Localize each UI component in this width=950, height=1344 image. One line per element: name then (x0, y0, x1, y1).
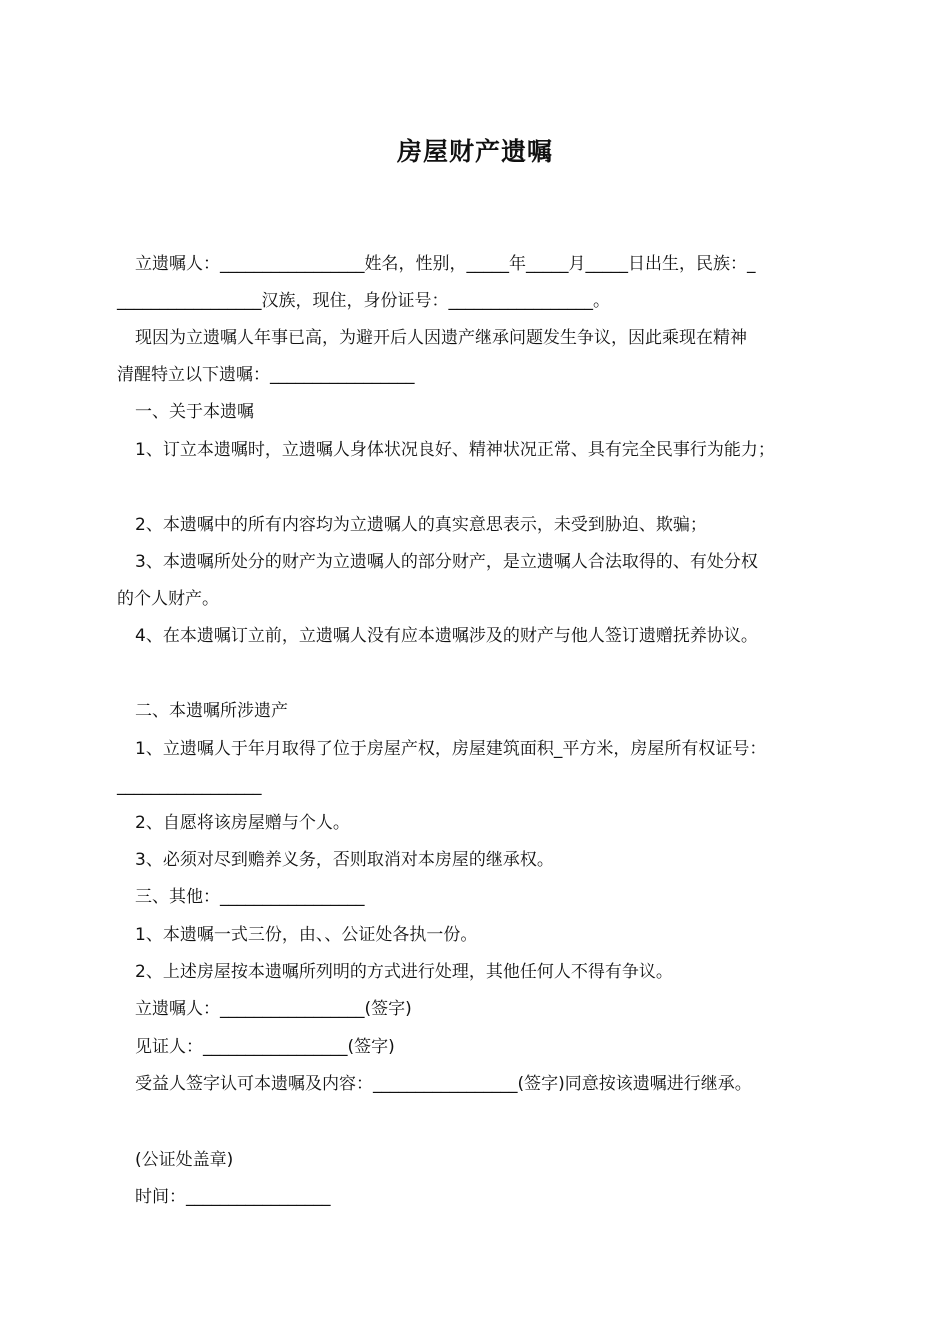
testator-info-line-cont: _________________汉族，现住，身份证号：_________________。 (117, 291, 610, 311)
clause-2-1: 1、立遗嘱人于年月取得了位于房屋产权，房屋建筑面积_平方米，房屋所有权证号： (135, 739, 767, 759)
clause-2-1-cont: _________________ (117, 776, 262, 796)
clause-1-3-cont: 的个人财产。 (117, 589, 219, 609)
testator-info-line: 立遗嘱人：_________________姓名，性别，_____年_____月_____日出生，民族：_ (135, 254, 756, 274)
section-heading-1: 一、关于本遗嘱 (135, 402, 254, 422)
clause-1-4: 4、在本遗嘱订立前，立遗嘱人没有应本遗嘱涉及的财产与他人签订遗赠抚养协议。 (135, 626, 758, 646)
document-title: 房屋财产遗嘱 (396, 137, 553, 166)
clause-1-1: 1、订立本遗嘱时，立遗嘱人身体状况良好、精神状况正常、具有完全民事行为能力； (135, 440, 775, 460)
clause-1-2: 2、本遗嘱中的所有内容均为立遗嘱人的真实意思表示，未受到胁迫、欺骗； (135, 515, 707, 535)
witness-signature-line: 见证人：_________________(签字) (135, 1037, 395, 1057)
preamble-line: 现因为立遗嘱人年事已高，为避开后人因遗产继承问题发生争议，因此乘现在精神 (135, 328, 747, 348)
preamble-line-cont: 清醒特立以下遗嘱：_________________ (117, 365, 415, 385)
beneficiary-signature-line: 受益人签字认可本遗嘱及内容：_________________(签字)同意按该遗嘱进行继承。 (135, 1074, 752, 1094)
clause-1-3: 3、本遗嘱所处分的财产为立遗嘱人的部分财产，是立遗嘱人合法取得的、有处分权 (135, 552, 758, 572)
date-line: 时间：_________________ (135, 1187, 331, 1207)
clause-3-1: 1、本遗嘱一式三份，由、、公证处各执一份。 (135, 925, 478, 945)
notary-seal-line: (公证处盖章) (135, 1150, 234, 1170)
section-heading-3: 三、其他：_________________ (135, 887, 365, 907)
testator-signature-line: 立遗嘱人：_________________(签字) (135, 999, 412, 1019)
section-heading-2: 二、本遗嘱所涉遗产 (135, 701, 288, 721)
clause-2-3: 3、必须对尽到赡养义务，否则取消对本房屋的继承权。 (135, 850, 554, 870)
clause-3-2: 2、上述房屋按本遗嘱所列明的方式进行处理，其他任何人不得有争议。 (135, 962, 673, 982)
clause-2-2: 2、自愿将该房屋赠与个人。 (135, 813, 350, 833)
